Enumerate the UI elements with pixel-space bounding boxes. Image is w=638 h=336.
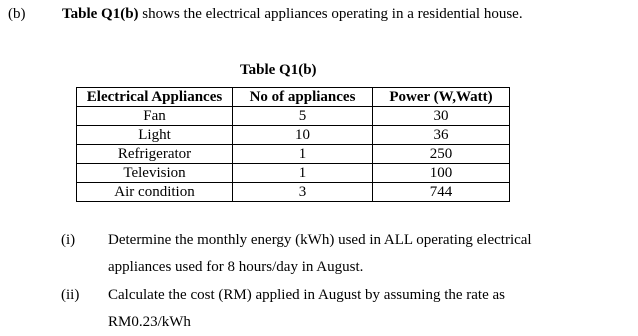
cell-appliance: Air condition [77,183,233,202]
subquestion-i-line1: Determine the monthly energy (kWh) used in ALL operating electrical [108,232,532,248]
table-header-row [77,88,510,107]
table-row [77,107,510,126]
table-row [77,164,510,183]
table-row [77,126,510,145]
subquestion-label-ii: (ii) [61,287,80,303]
table-row [77,145,510,164]
cell-count: 3 [233,183,373,202]
cell-power: 744 [373,183,510,202]
table-row [77,183,510,202]
subquestion-ii-line2: RM0.23/kWh [108,314,191,330]
table-caption: Table Q1(b) [240,62,317,78]
cell-appliance: Light [77,126,233,145]
cell-power: 250 [373,145,510,164]
question-label: (b) [8,6,26,22]
cell-power: 100 [373,164,510,183]
header-appliances: Electrical Appliances [77,88,233,107]
cell-appliance: Fan [77,107,233,126]
cell-count: 1 [233,145,373,164]
intro-text: shows the electrical appliances operating in a residential house. [138,6,523,22]
cell-power: 36 [373,126,510,145]
table-reference: Table Q1(b) [62,6,139,22]
header-count: No of appliances [233,88,373,107]
appliances-table [76,87,510,202]
cell-power: 30 [373,107,510,126]
header-power: Power (W,Watt) [373,88,510,107]
cell-appliance: Refrigerator [77,145,233,164]
question-intro [62,6,523,23]
subquestion-text-ii [108,282,608,336]
cell-appliance: Television [77,164,233,183]
subquestion-label-i: (i) [61,232,76,248]
cell-count: 1 [233,164,373,183]
subquestion-i-line2: appliances used for 8 hours/day in August. [108,259,364,275]
cell-count: 5 [233,107,373,126]
cell-count: 10 [233,126,373,145]
subquestion-ii-line1: Calculate the cost (RM) applied in August by assuming the rate as [108,287,506,303]
subquestion-text-i [108,227,608,281]
